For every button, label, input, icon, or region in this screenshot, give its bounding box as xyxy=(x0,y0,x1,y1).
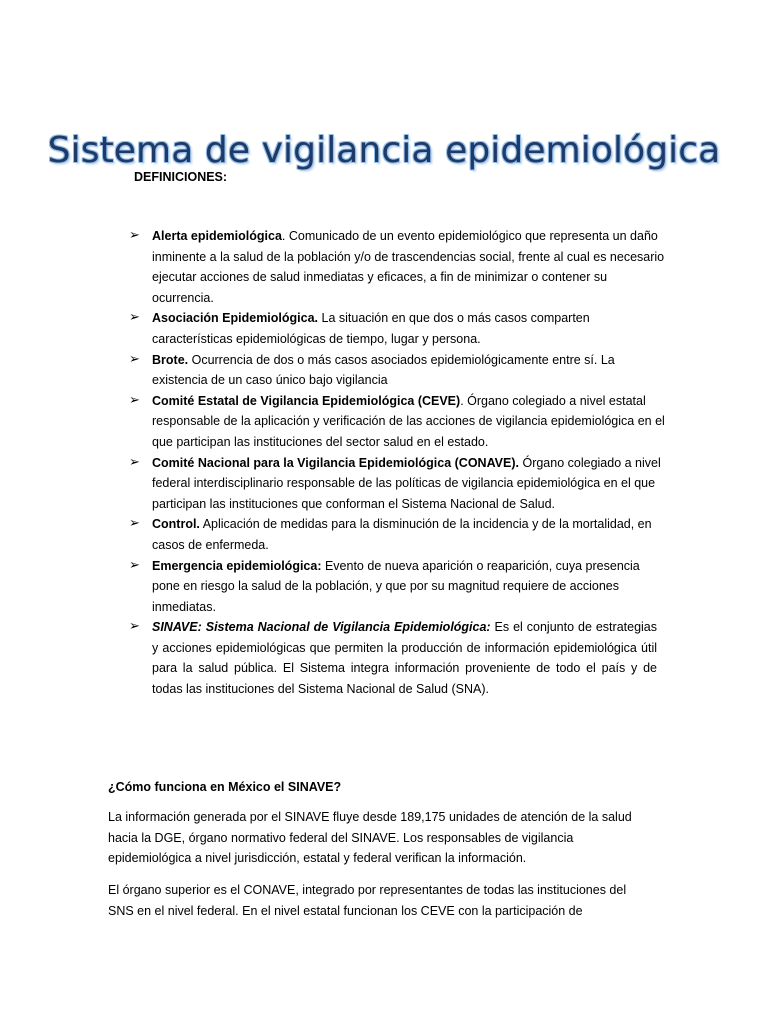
definition-text: La situación en que dos o más casos comparten características epidemiológicas de tiempo, lugar y persona. xyxy=(152,311,590,346)
definition-term: Asociación Epidemiológica. xyxy=(152,311,319,326)
document-title: Sistema de vigilancia epidemiológica xyxy=(47,130,721,172)
definition-item xyxy=(129,391,669,453)
definition-item xyxy=(129,226,669,308)
body-paragraph: La información generada por el SINAVE fluye desde 189,175 unidades de atención de la salud hacia la DGE, órgano normativo federal del SINAVE. Los responsables de vigilancia epidemiológica a nivel jurisdicción, estatal y federal verifican la información. xyxy=(108,810,632,866)
body-paragraph: El órgano superior es el CONAVE, integrado por representantes de todas las instituciones del SNS en el nivel federal. En el nivel estatal funcionan los CEVE con la participación de xyxy=(108,883,627,918)
arrow-bullet-icon: ➢ xyxy=(129,310,140,326)
arrow-bullet-icon: ➢ xyxy=(129,557,140,573)
definition-item xyxy=(129,350,669,391)
definition-text: Evento de nueva aparición o reaparición, cuya presencia pone en riesgo la salud de la población, y que por su magnitud requiere de acciones inmediatas. xyxy=(152,558,640,614)
definition-term: SINAVE: Sistema Nacional de Vigilancia Epidemiológica: xyxy=(152,620,491,635)
definition-term: Emergencia epidemiológica: xyxy=(152,558,322,573)
definition-term: Alerta epidemiológica xyxy=(152,229,282,243)
arrow-bullet-icon: ➢ xyxy=(129,392,140,408)
definition-text: Aplicación de medidas para la disminución de la incidencia y de la mortalidad, en casos de enfermeda. xyxy=(152,517,652,552)
definition-item xyxy=(129,308,669,349)
arrow-bullet-icon: ➢ xyxy=(129,351,140,367)
definition-term: Brote. xyxy=(152,352,189,367)
definition-term: Control. xyxy=(152,517,200,532)
definition-item xyxy=(129,556,669,618)
arrow-bullet-icon: ➢ xyxy=(129,228,140,243)
section-heading: ¿Cómo funciona en México el SINAVE? xyxy=(108,780,342,794)
arrow-bullet-icon: ➢ xyxy=(129,516,140,532)
definition-text: Es el conjunto de estrategias y acciones epidemiológicas que permiten la producción de información epidemiológica útil para la salud pública. El Sistema integra información proveniente de todo el país y de todas las instituciones del Sistema Nacional de Salud (SNA). xyxy=(152,620,657,697)
definition-term: Comité Nacional para la Vigilancia Epidemiológica (CONAVE). xyxy=(152,455,519,470)
definition-text: Órgano colegiado a nivel federal interdisciplinario responsable de las políticas de vigilancia epidemiológica en el que participan las instituciones que conforman el Sistema Nacional de Salud. xyxy=(152,455,661,511)
definition-text: . Comunicado de un evento epidemiológico que representa un daño inminente a la salud de la población y/o de trascendencias social, frente al cual es necesario ejecutar acciones de salud inmediatas y eficaces, a fin de minimizar o contener su ocurrencia. xyxy=(152,229,665,305)
definitions-list xyxy=(129,226,669,700)
arrow-bullet-icon: ➢ xyxy=(129,454,140,470)
definition-text: . Órgano colegiado a nivel estatal responsable de la aplicación y verificación de las acciones de vigilancia epidemiológica en el que participan las instituciones del sector salud en el estado. xyxy=(152,393,665,449)
definition-term: Comité Estatal de Vigilancia Epidemiológica (CEVE) xyxy=(152,393,461,408)
definition-item xyxy=(129,617,669,699)
arrow-bullet-icon: ➢ xyxy=(129,619,140,635)
definition-item xyxy=(129,514,669,555)
definitions-heading: DEFINICIONES: xyxy=(134,170,228,184)
definition-item xyxy=(129,453,669,515)
definition-text: Ocurrencia de dos o más casos asociados epidemiológicamente entre sí. La existencia de un caso único bajo vigilancia xyxy=(152,352,615,388)
